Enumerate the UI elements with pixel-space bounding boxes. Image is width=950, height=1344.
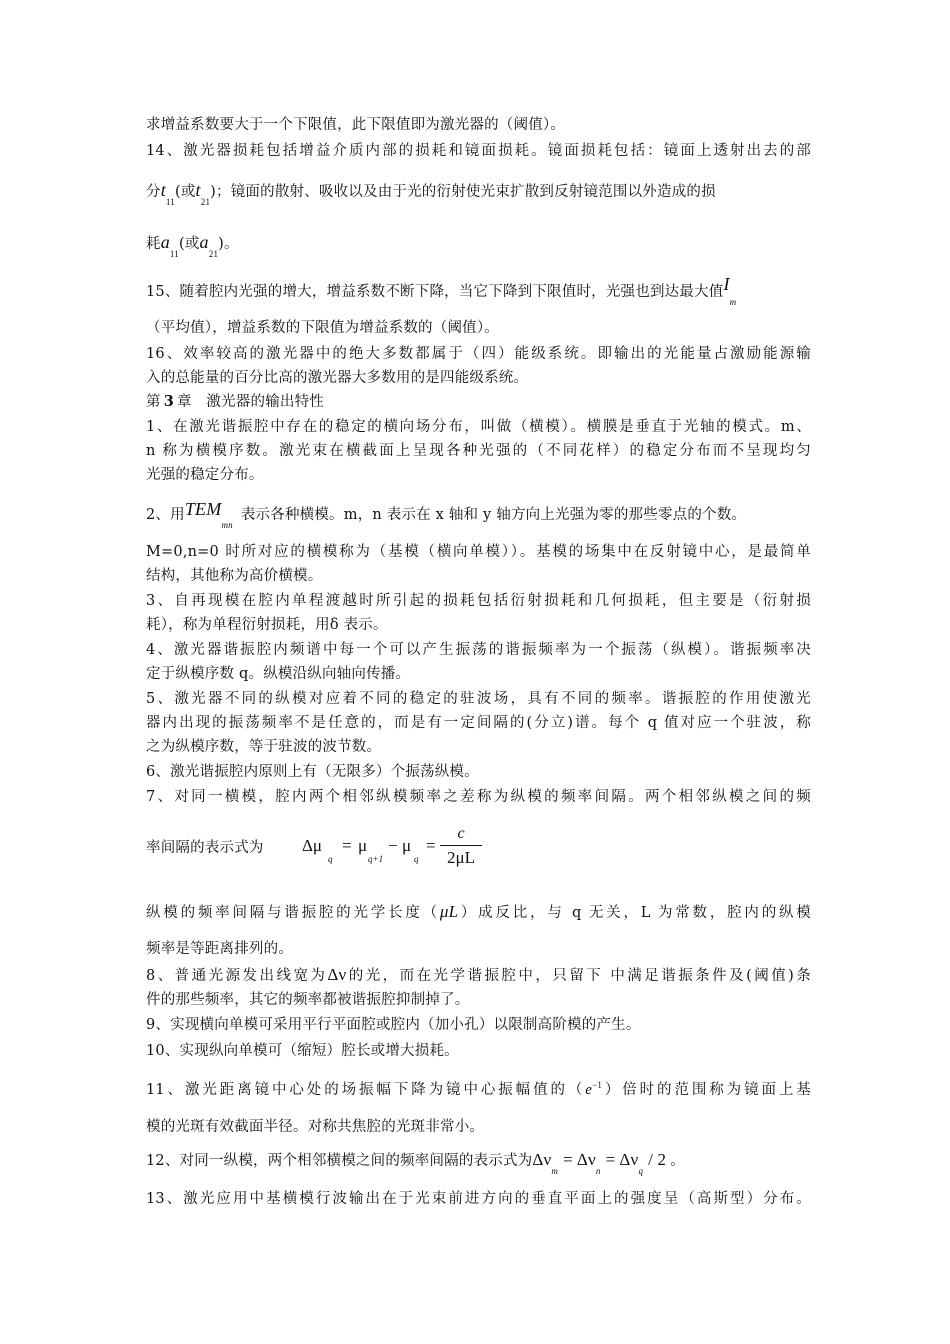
chapter-heading [146, 392, 811, 412]
paragraph-line: M=0,n=0 时所对应的横模称为（基模（横向单模））。基模的场集中在反射镜中心，是最简单 [146, 544, 811, 560]
math-subscript: m [729, 297, 737, 307]
math-symbol: t [160, 180, 166, 200]
text-run: 11、激光距离镜中心处的场振幅下降为镜中心振幅值的（ [146, 1082, 586, 1098]
paragraph-line [146, 232, 811, 259]
text-run: 8、普通光源发出线宽为 [146, 968, 328, 984]
text-run: 耗 [146, 236, 161, 252]
paragraph-line: 求增益系数要大于一个下限值，此下限值即为激光器的（阈值）。 [146, 117, 566, 133]
paragraph-line [146, 1080, 811, 1101]
paragraph-line: 之为纵模序数，等于驻波的波节数。 [146, 739, 382, 755]
text-run: 表示各种横模。m，n 表示在 x 轴和 y 轴方向上光强为零的那些零点的个数。 [240, 507, 747, 523]
math-subscript: q+1 [368, 854, 384, 864]
math-symbol: μ [358, 836, 368, 855]
chapter-number: 3 [163, 393, 174, 410]
text-run: )；镜面的散射、吸收以及由于光的衍射使光束扩散到反射镜范围以外造成的损 [210, 184, 716, 200]
paragraph-line: 光强的稳定分布。 [146, 467, 264, 483]
math-symbol: I [723, 274, 730, 294]
math-symbol: Δν [619, 1150, 639, 1169]
text-run: 第 [146, 394, 161, 410]
text-run: (或 [178, 236, 200, 252]
paragraph-line: 13、激光应用中基横模行波输出在于光束前进方向的垂直平面上的强度呈（高斯型）分布。 [146, 1191, 811, 1207]
fraction-bar [440, 845, 482, 846]
math-symbol: / 2 [648, 1150, 667, 1169]
math-symbol: Δν [327, 965, 347, 984]
paragraph-line: 3、自再现模在腔内单程渡越时所引起的损耗包括衍射损耗和几何损耗，但主要是（衍射损 [146, 593, 811, 609]
paragraph-line: 频率是等距离排列的。 [146, 941, 293, 957]
math-symbol: e [585, 1082, 593, 1098]
paragraph-line: 定于纵模序数 q。纵模沿纵向轴向传播。 [146, 666, 411, 682]
math-symbol: μ [402, 836, 412, 855]
text-run: 分 [146, 184, 161, 200]
paragraph-line: 4、激光器谐振腔内频谱中每一个可以产生振荡的谐振频率为一个振荡（纵模）。谐振频率决 [146, 642, 811, 658]
math-subscript: q [414, 854, 419, 864]
paragraph-line: 入的总能量的百分比高的激光器大多数用的是四能级系统。 [146, 370, 529, 386]
fraction-numerator: c [457, 825, 465, 842]
math-symbol: a [160, 232, 170, 252]
paragraph-line [146, 902, 811, 923]
text-run: 的光，而在光学谐振腔中，只留下 中满足谐振条件及(阈值)条 [346, 968, 811, 984]
math-subscript: 11 [165, 197, 175, 207]
math-superscript: −1 [592, 1080, 603, 1090]
text-run: 纵模的频率间隔与谐振腔的光学长度（ [146, 905, 440, 921]
text-run: ）倍时的范围称为镜面上基 [602, 1082, 811, 1098]
math-subscript: q [328, 854, 333, 864]
text-run: )。 [218, 236, 239, 252]
paragraph-line: 1、在激光谐振腔中存在的稳定的横向场分布，叫做（横模）。横膜是垂直于光轴的模式。m、 [146, 419, 811, 435]
paragraph-line: 10、实现纵向单模可（缩短）腔长或增大损耗。 [146, 1043, 459, 1059]
math-symbol: − [388, 836, 398, 855]
paragraph-line: 结构，其他称为高价横模。 [146, 568, 323, 584]
paragraph-line: （平均值），增益系数的下限值为增益系数的（阈值）。 [146, 320, 499, 336]
text-run: 12、对同一纵模，两个相邻横模之间的频率间隔的表示式为 [146, 1153, 533, 1169]
paragraph-line: 率间隔的表示式为 [146, 840, 264, 856]
paragraph-line: 模的光斑有效截面半径。对称共焦腔的光斑非常小。 [146, 1119, 485, 1135]
math-symbol: = [563, 1150, 573, 1169]
math-subscript: m [551, 1166, 559, 1176]
math-subscript: 21 [200, 197, 211, 207]
math-subscript: 11 [169, 249, 179, 259]
paragraph-line [146, 965, 811, 986]
text-run: 章 激光器的输出特性 [177, 394, 324, 410]
math-subscript: q [638, 1166, 644, 1176]
paragraph-line: 14、激光器损耗包括增益介质内部的损耗和镜面损耗。镜面损耗包括：镜面上透射出去的部 [146, 143, 811, 159]
paragraph-line [146, 1150, 811, 1176]
text-run: 。 [670, 1153, 685, 1169]
text-run: 2、用 [146, 507, 185, 523]
math-subscript: 21 [208, 249, 219, 259]
paragraph-line: 5、激光器不同的纵模对应着不同的稳定的驻波场，具有不同的频率。谐振腔的作用使激光 [146, 691, 811, 707]
math-symbol: = [342, 836, 352, 855]
math-symbol: t [195, 180, 201, 200]
text-run: (或 [174, 184, 196, 200]
math-subscript: n [595, 1166, 601, 1176]
paragraph-line: 耗），称为单程衍射损耗，用δ 表示。 [146, 617, 388, 633]
paragraph-line: 件的那些频率，其它的频率都被谐振腔抑制掉了。 [146, 992, 470, 1008]
math-symbol: μL [439, 902, 459, 921]
paragraph-line: 9、实现横向单模可采用平行平面腔或腔内（加小孔）以限制高阶模的产生。 [146, 1017, 641, 1033]
paragraph-line [146, 180, 811, 207]
math-symbol: = [426, 836, 436, 855]
text-run: ）成反比，与 q 无关，L 为常数，腔内的纵模 [458, 905, 811, 921]
paragraph-line: 7、对同一横模，腔内两个相邻纵模频率之差称为纵模的频率间隔。两个相邻纵模之间的频 [146, 789, 811, 805]
math-symbol: TEM [184, 499, 222, 519]
paragraph-line: 器内出现的振荡频率不是任意的，而是有一定间隔的(分立)谱。每个 q 值对应一个驻波，称 [146, 715, 811, 731]
paragraph-line: 16、效率较高的激光器中的绝大多数都属于（四）能级系统。即输出的光能量占激励能源输 [146, 346, 811, 362]
paragraph-line: 6、激光谐振腔内原则上有（无限多）个振荡纵模。 [146, 764, 479, 780]
math-symbol: Δν [532, 1150, 552, 1169]
math-symbol: Δν [576, 1150, 596, 1169]
paragraph-line [146, 274, 811, 307]
paragraph-line [146, 499, 811, 530]
fraction-denominator: 2μL [447, 848, 475, 867]
math-subscript: mn [221, 520, 233, 530]
math-symbol: = [605, 1150, 616, 1169]
formula-fraction [440, 824, 482, 869]
paragraph-line: n 称为横模序数。激光束在横截面上呈现各种光强的（不同花样）的稳定分布而不呈现均匀 [146, 443, 811, 459]
math-symbol: Δμ [302, 836, 323, 855]
text-run: 15、随着腔内光强的增大，增益系数不断下降，当它下降到下限值时，光强也到达最大值 [146, 284, 724, 300]
math-symbol: a [199, 232, 209, 252]
